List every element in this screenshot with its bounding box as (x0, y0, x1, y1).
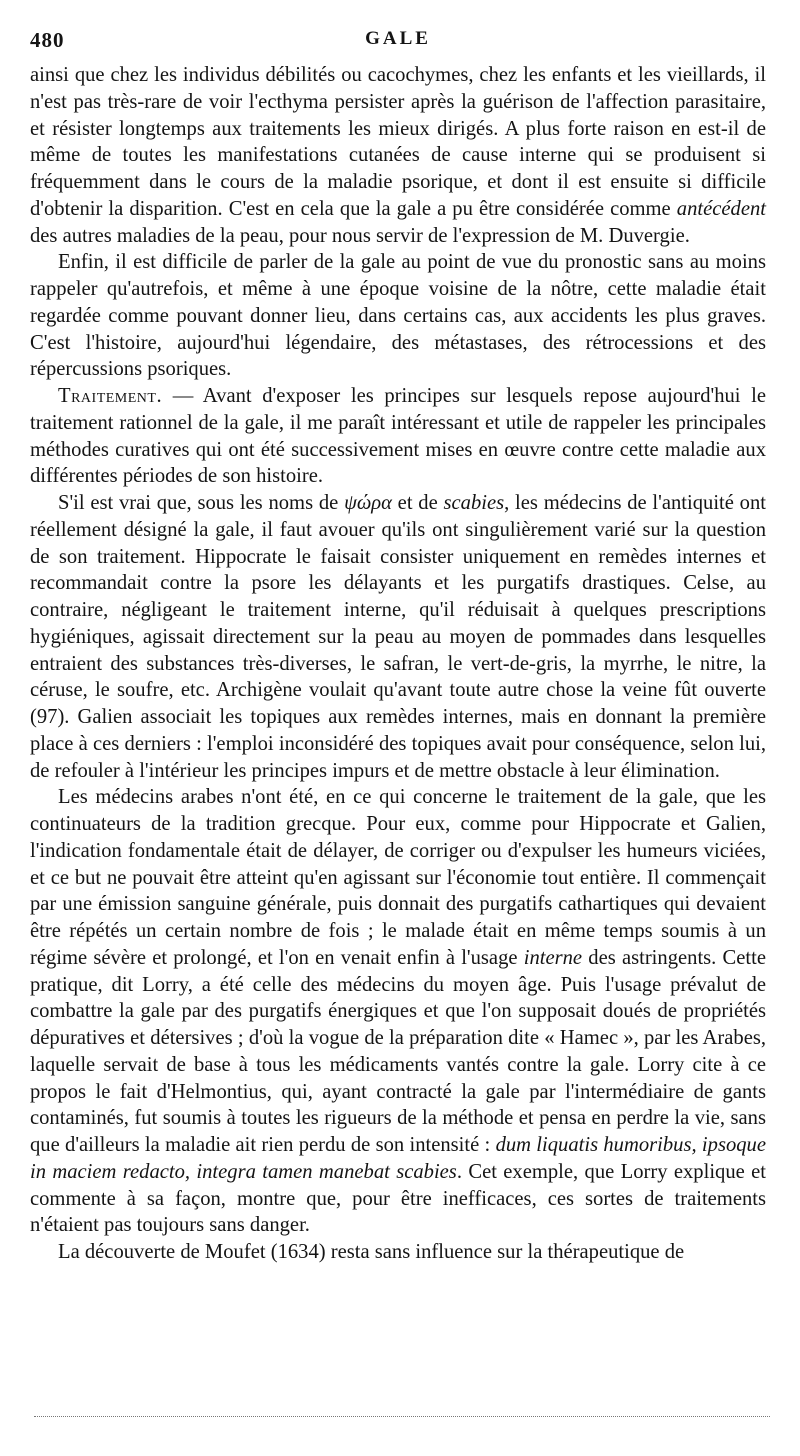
italic-text: scabies (443, 492, 505, 514)
italic-text: interne (523, 946, 583, 969)
text-run: . Cet exemple, que Lorry explique et commente à sa façon, montre que, pour être inefficaces, ces sortes de traitements n'étaient pas toujours sans danger. (30, 1160, 766, 1237)
paragraph (30, 249, 766, 383)
book-page (30, 28, 766, 1266)
text-run: et de (391, 492, 444, 514)
running-title: GALE (365, 28, 431, 49)
paragraph (30, 784, 766, 1239)
paragraph (30, 1239, 766, 1266)
text-run: des autres maladies de la peau, pour nous servir de l'expression de M. Duvergie. (30, 224, 690, 247)
text-run: , les médecins de l'antiquité ont réellement désigné la gale, il faut avouer qu'ils ont singulièrement varié sur la question de son traitement. Hippocrate le faisait consister uniquement en remèdes internes et recommandait contre la psore les délayants et les purgatifs drastiques. Celse, au contraire, négligeant le traitement interne, qu'il réduisait à quelques prescriptions hygiéniques, agissait directement sur la peau au moyen de pommades dans lesquelles entraient des substances très-diverses, le safran, le vert-de-gris, la myrrhe, le nitre, la céruse, le soufre, etc. Archigène voulait qu'avant toute autre chose la veine fût ouverte (97). Galien associait les topiques aux remèdes internes, mais en donnant la première place à ces derniers : l'emploi inconsidéré des topiques avait pour conséquence, selon lui, de refouler à l'intérieur les principes impurs et de mettre obstacle à leur élimination. (30, 492, 766, 782)
italic-text: dum liquatis humoribus, ipsoque in maciem redacto, integra tamen manebat scabies (30, 1134, 766, 1183)
section-heading: Traitement. (58, 385, 163, 407)
text-run: Enfin, il est difficile de parler de la gale au point de vue du pronostic sans au moins rappeler qu'autrefois, et même à une époque voisine de la nôtre, cette maladie était regardée comme pouvant donner lieu, dans certains cas, aux accidents les plus graves. C'est l'histoire, aujourd'hui légendaire, des métastases, des rétrocessions et des répercussions psoriques. (30, 251, 766, 381)
italic-text: antécédent (676, 197, 766, 220)
italic-text: ψώρα (344, 492, 392, 514)
text-run: La découverte de Moufet (1634) resta sans influence sur la thérapeutique de (58, 1241, 685, 1263)
text-run: Les médecins arabes n'ont été, en ce qui concerne le traitement de la gale, que les continuateurs de la tradition grecque. Pour eux, comme pour Hippocrate et Galien, l'indication fondamentale était de délayer, de corriger ou d'expulser les humeurs viciées, et ce but ne pouvait être atteint qu'en agissant sur l'économie tout entière. Il commençait par une émission sanguine générale, puis donnait des purgatifs cathartiques qui devaient être répétés un certain nombre de fois ; le malade était en même temps soumis à un régime sévère et prolongé, et l'on en venait enfin à l'usage (30, 786, 766, 969)
body-text (30, 62, 766, 1266)
text-run: des astringents. Cette pratique, dit Lorry, a été celle des médecins du moyen âge. Puis l'usage prévalut de combattre la gale par des purgatifs énergiques et que l'on supposait doués de propriétés dépuratives et détersives ; d'où la vogue de la préparation dite « Hamec », par les Arabes, laquelle servait de base à tous les médicaments vantés contre la gale. Lorry cite à ce propos le fait d'Helmontius, qui, ayant contracté la gale par l'intermédiaire de gants contaminés, fut soumis à toutes les rigueurs de la méthode et pensa en perdre la vie, sans que d'ailleurs la maladie ait rien perdu de son intensité : (30, 946, 766, 1156)
footer-divider (34, 1416, 770, 1417)
paragraph (30, 490, 766, 784)
text-run: — Avant d'exposer les principes sur lesquels repose aujourd'hui le traitement rationnel de la gale, il me paraît intéressant et utile de rappeler les principales méthodes curatives qui ont été successivement mises en œuvre contre cette maladie aux différentes périodes de son histoire. (30, 385, 766, 488)
paragraph (30, 383, 766, 490)
page-number: 480 (30, 28, 65, 52)
page-header (30, 28, 766, 62)
text-run: S'il est vrai que, sous les noms de (58, 492, 345, 514)
paragraph (30, 62, 766, 249)
text-run: ainsi que chez les individus débilités ou cacochymes, chez les enfants et les vieillards, il n'est pas très-rare de voir l'ecthyma persister après la guérison de l'affection parasitaire, et résister longtemps aux traitements les mieux dirigés. A plus forte raison en est-il de même de toutes les manifestations cutanées de cause interne qui se produisent si fréquemment dans le cours de la maladie psorique, et dont il est ensuite si difficile d'obtenir la disparition. C'est en cela que la gale a pu être considérée comme (30, 64, 766, 220)
